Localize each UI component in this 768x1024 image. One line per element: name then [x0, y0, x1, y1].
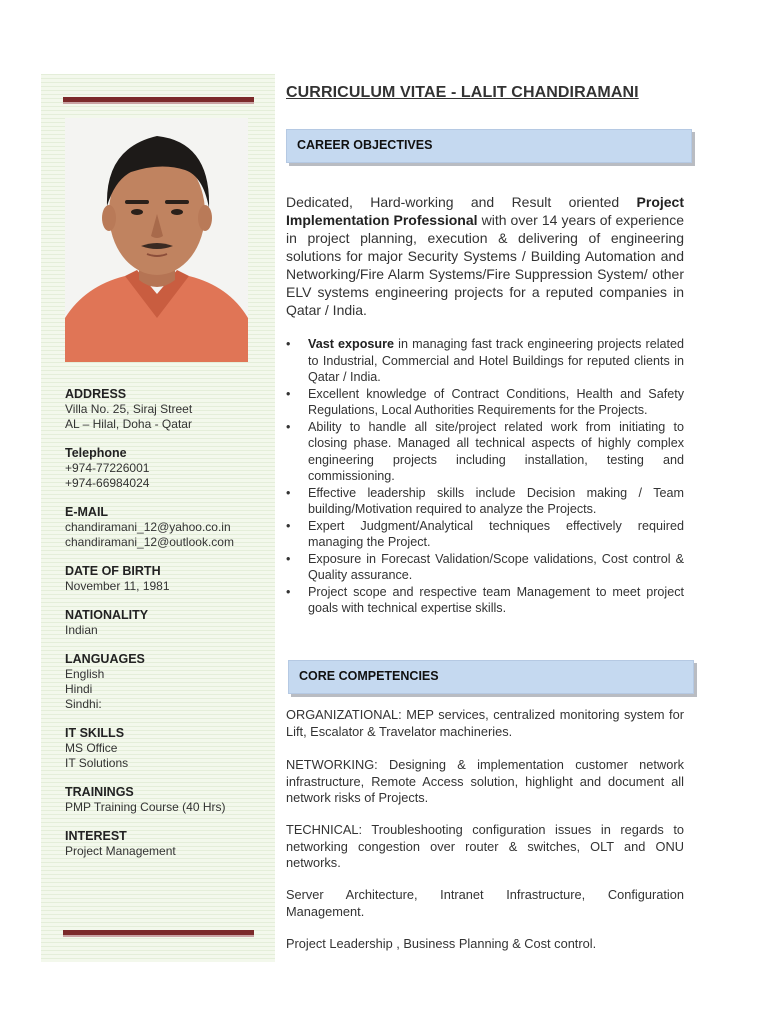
bullet-text: in managing fast track engineering projects related to Industrial, Commercial and Hotel Buildings for reputed clients in Qatar / India.: [308, 337, 685, 384]
interest-value: Project Management: [65, 844, 176, 858]
telephone-label: Telephone: [65, 446, 127, 460]
competency-organizational: ORGANIZATIONAL: MEP services, centralized monitoring system for Lift, Escalator & Travelator machineries.: [286, 707, 684, 739]
list-item: [286, 336, 684, 386]
career-objective-text: [286, 193, 684, 319]
email-label: E-MAIL: [65, 505, 109, 519]
training-item: PMP Training Course (40 Hrs): [65, 800, 226, 814]
interest-label: INTEREST: [65, 829, 127, 843]
bullet-icon: •: [286, 419, 291, 434]
nationality-value: Indian: [65, 623, 98, 637]
bullet-text: Expert Judgment/Analytical techniques effectively required managing the Project.: [308, 518, 684, 549]
address-line: Villa No. 25, Siraj Street: [65, 402, 193, 416]
telephone-value: +974-77226001: [65, 461, 150, 475]
address-line: AL – Hilal, Doha - Qatar: [65, 417, 192, 431]
it-skill-item: IT Solutions: [65, 756, 129, 770]
competency-technical: TECHNICAL: Troubleshooting configuration issues in regards to networking congestion over router & switches, OLT and ONU networks.: [286, 822, 684, 870]
bullet-text: Exposure in Forecast Validation/Scope validations, Cost control & Quality assurance.: [308, 551, 684, 582]
language-item: Hindi: [65, 682, 93, 696]
main-content: [286, 84, 685, 951]
list-item: [286, 584, 684, 617]
competency-leadership: Project Leadership , Business Planning & Cost control.: [286, 936, 597, 951]
address-label: ADDRESS: [65, 387, 127, 401]
it-skills-label: IT SKILLS: [65, 726, 125, 740]
sidebar: [41, 74, 275, 962]
dob-value: November 11, 1981: [65, 579, 170, 593]
list-item: [286, 419, 684, 485]
email-value: chandiramani_12@yahoo.co.in: [65, 520, 231, 534]
telephone-value: +974-66984024: [65, 476, 150, 490]
personal-details: [65, 387, 270, 859]
bullet-icon: •: [286, 584, 291, 599]
list-item: [286, 485, 684, 518]
section-heading: CORE COMPETENCIES: [299, 669, 439, 683]
sidebar-top-bar: [63, 97, 254, 104]
bullet-text: Ability to handle all site/project related work from initiating to closing phase. Managed all technical aspects of highly complex engineering projects including installation, testing and commissioning.: [308, 419, 684, 483]
section-heading: CAREER OBJECTIVES: [297, 138, 433, 152]
bullet-highlight: Vast exposure: [308, 337, 395, 351]
list-item: [286, 518, 684, 551]
objective-highlight: Project Implementation Professional: [286, 194, 684, 228]
it-skill-item: MS Office: [65, 741, 118, 755]
bullet-icon: •: [286, 518, 291, 533]
language-item: Sindhi:: [65, 697, 102, 711]
competency-networking: NETWORKING: Designing & implementation customer network infrastructure, Remote Access solution, highlight and document all network risks of Projects.: [286, 757, 684, 805]
profile-photo: [65, 118, 248, 362]
bullet-text: Excellent knowledge of Contract Conditions, Health and Safety Regulations, Local Authorities Requirements for the Projects.: [308, 386, 684, 417]
bullet-icon: •: [286, 386, 291, 401]
bullet-icon: •: [286, 551, 291, 566]
career-objectives-heading-box: [286, 129, 692, 163]
bullet-text: Effective leadership skills include Decision making / Team building/Motivation required to analyze the Projects.: [308, 485, 684, 516]
bullet-icon: •: [286, 337, 291, 351]
portrait-image: [65, 118, 248, 362]
competency-server: Server Architecture, Intranet Infrastructure, Configuration Management.: [286, 887, 684, 919]
nationality-label: NATIONALITY: [65, 608, 149, 622]
list-item: [286, 386, 684, 419]
list-item: [286, 551, 684, 584]
bullet-icon: •: [286, 485, 291, 500]
languages-label: LANGUAGES: [65, 652, 145, 666]
objective-text: with over 14 years of experience in project planning, execution & delivering of engineering solutions for major Security Systems / Building Automation and Networking/Fire Alarm Systems/Fire Suppression System/ other ELV systems engineering projects for a reputed companies in Qatar / India.: [286, 212, 684, 318]
bullet-text: Project scope and respective team Management to meet project goals with technical expertise skills.: [308, 584, 684, 615]
page-title: CURRICULUM VITAE - LALIT CHANDIRAMANI: [286, 84, 639, 101]
sidebar-bottom-bar: [63, 930, 254, 937]
email-value: chandiramani_12@outlook.com: [65, 535, 234, 549]
language-item: English: [65, 667, 105, 681]
objective-text: Dedicated, Hard-working and Result oriented: [286, 194, 637, 210]
dob-label: DATE OF BIRTH: [65, 564, 161, 578]
objective-bullet-list: [286, 336, 684, 617]
core-competencies-heading-box: [288, 660, 694, 694]
trainings-label: TRAININGS: [65, 785, 134, 799]
